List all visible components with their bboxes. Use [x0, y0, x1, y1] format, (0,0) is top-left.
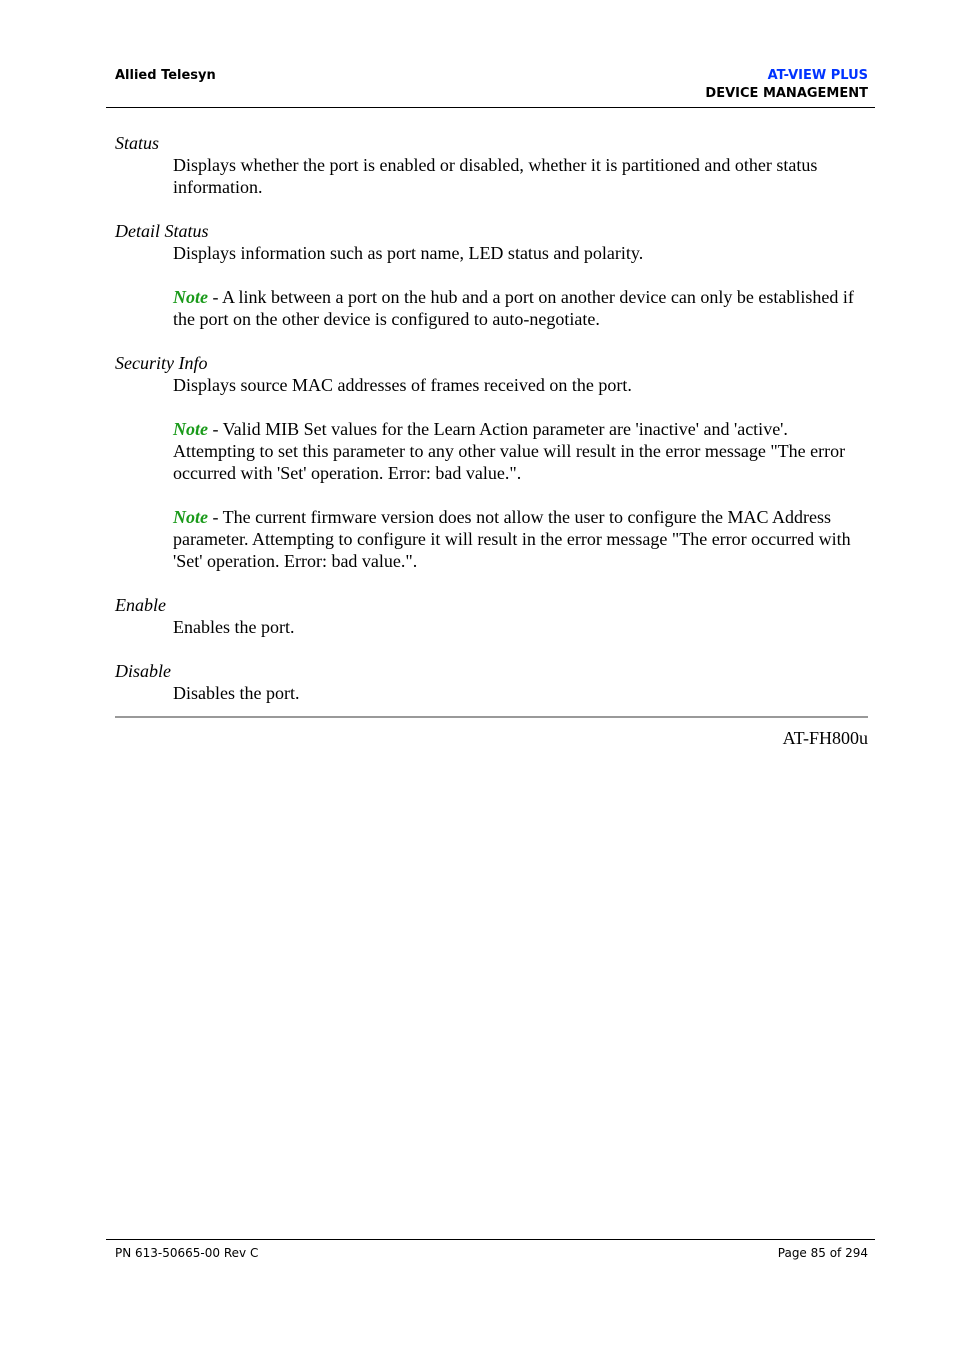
- note-mac-address: [173, 506, 870, 572]
- note-text: - A link between a port on the hub and a port on another device can only be established if the port on the other device is configured to auto-negotiate.: [173, 287, 854, 329]
- term-enable: Enable: [115, 595, 166, 615]
- desc-enable: Enables the port.: [173, 617, 295, 637]
- desc-security-info: Displays source MAC addresses of frames received on the port.: [173, 375, 632, 395]
- desc-detail-status: Displays information such as port name, LED status and polarity.: [173, 243, 644, 263]
- page-header: [106, 60, 875, 108]
- product-name: AT-VIEW PLUS: [767, 68, 868, 83]
- note-text: - Valid MIB Set values for the Learn Action parameter are 'inactive' and 'active'. Attempting to set this parameter to any other value will result in the error message "The error occurred with 'Set' operation. Error: bad value.".: [173, 419, 846, 483]
- desc-status: Displays whether the port is enabled or disabled, whether it is partitioned and other status information.: [173, 155, 818, 197]
- model-label: AT-FH800u: [782, 728, 868, 748]
- page-number: Page 85 of 294: [777, 1246, 868, 1260]
- section-name: DEVICE MANAGEMENT: [705, 86, 868, 101]
- desc-disable: Disables the port.: [173, 683, 300, 703]
- page-footer: [106, 1239, 875, 1260]
- note-label: Note: [173, 507, 208, 527]
- term-disable: Disable: [115, 661, 171, 681]
- company-name: Allied Telesyn: [115, 68, 216, 83]
- main-content: [115, 132, 870, 749]
- note-label: Note: [173, 287, 208, 307]
- note-text: - The current firmware version does not allow the user to configure the MAC Address parameter. Attempting to configure it will result in the error message "The error occurred with 'Set' operation. Error: bad value.".: [173, 507, 851, 571]
- part-number: PN 613-50665-00 Rev C: [115, 1246, 259, 1260]
- note-learn-action: [173, 418, 870, 484]
- term-status: Status: [115, 133, 160, 153]
- term-security-info: Security Info: [115, 353, 208, 373]
- section-divider: [115, 716, 868, 718]
- note-auto-negotiate: [173, 286, 870, 330]
- term-detail-status: Detail Status: [115, 221, 209, 241]
- note-label: Note: [173, 419, 208, 439]
